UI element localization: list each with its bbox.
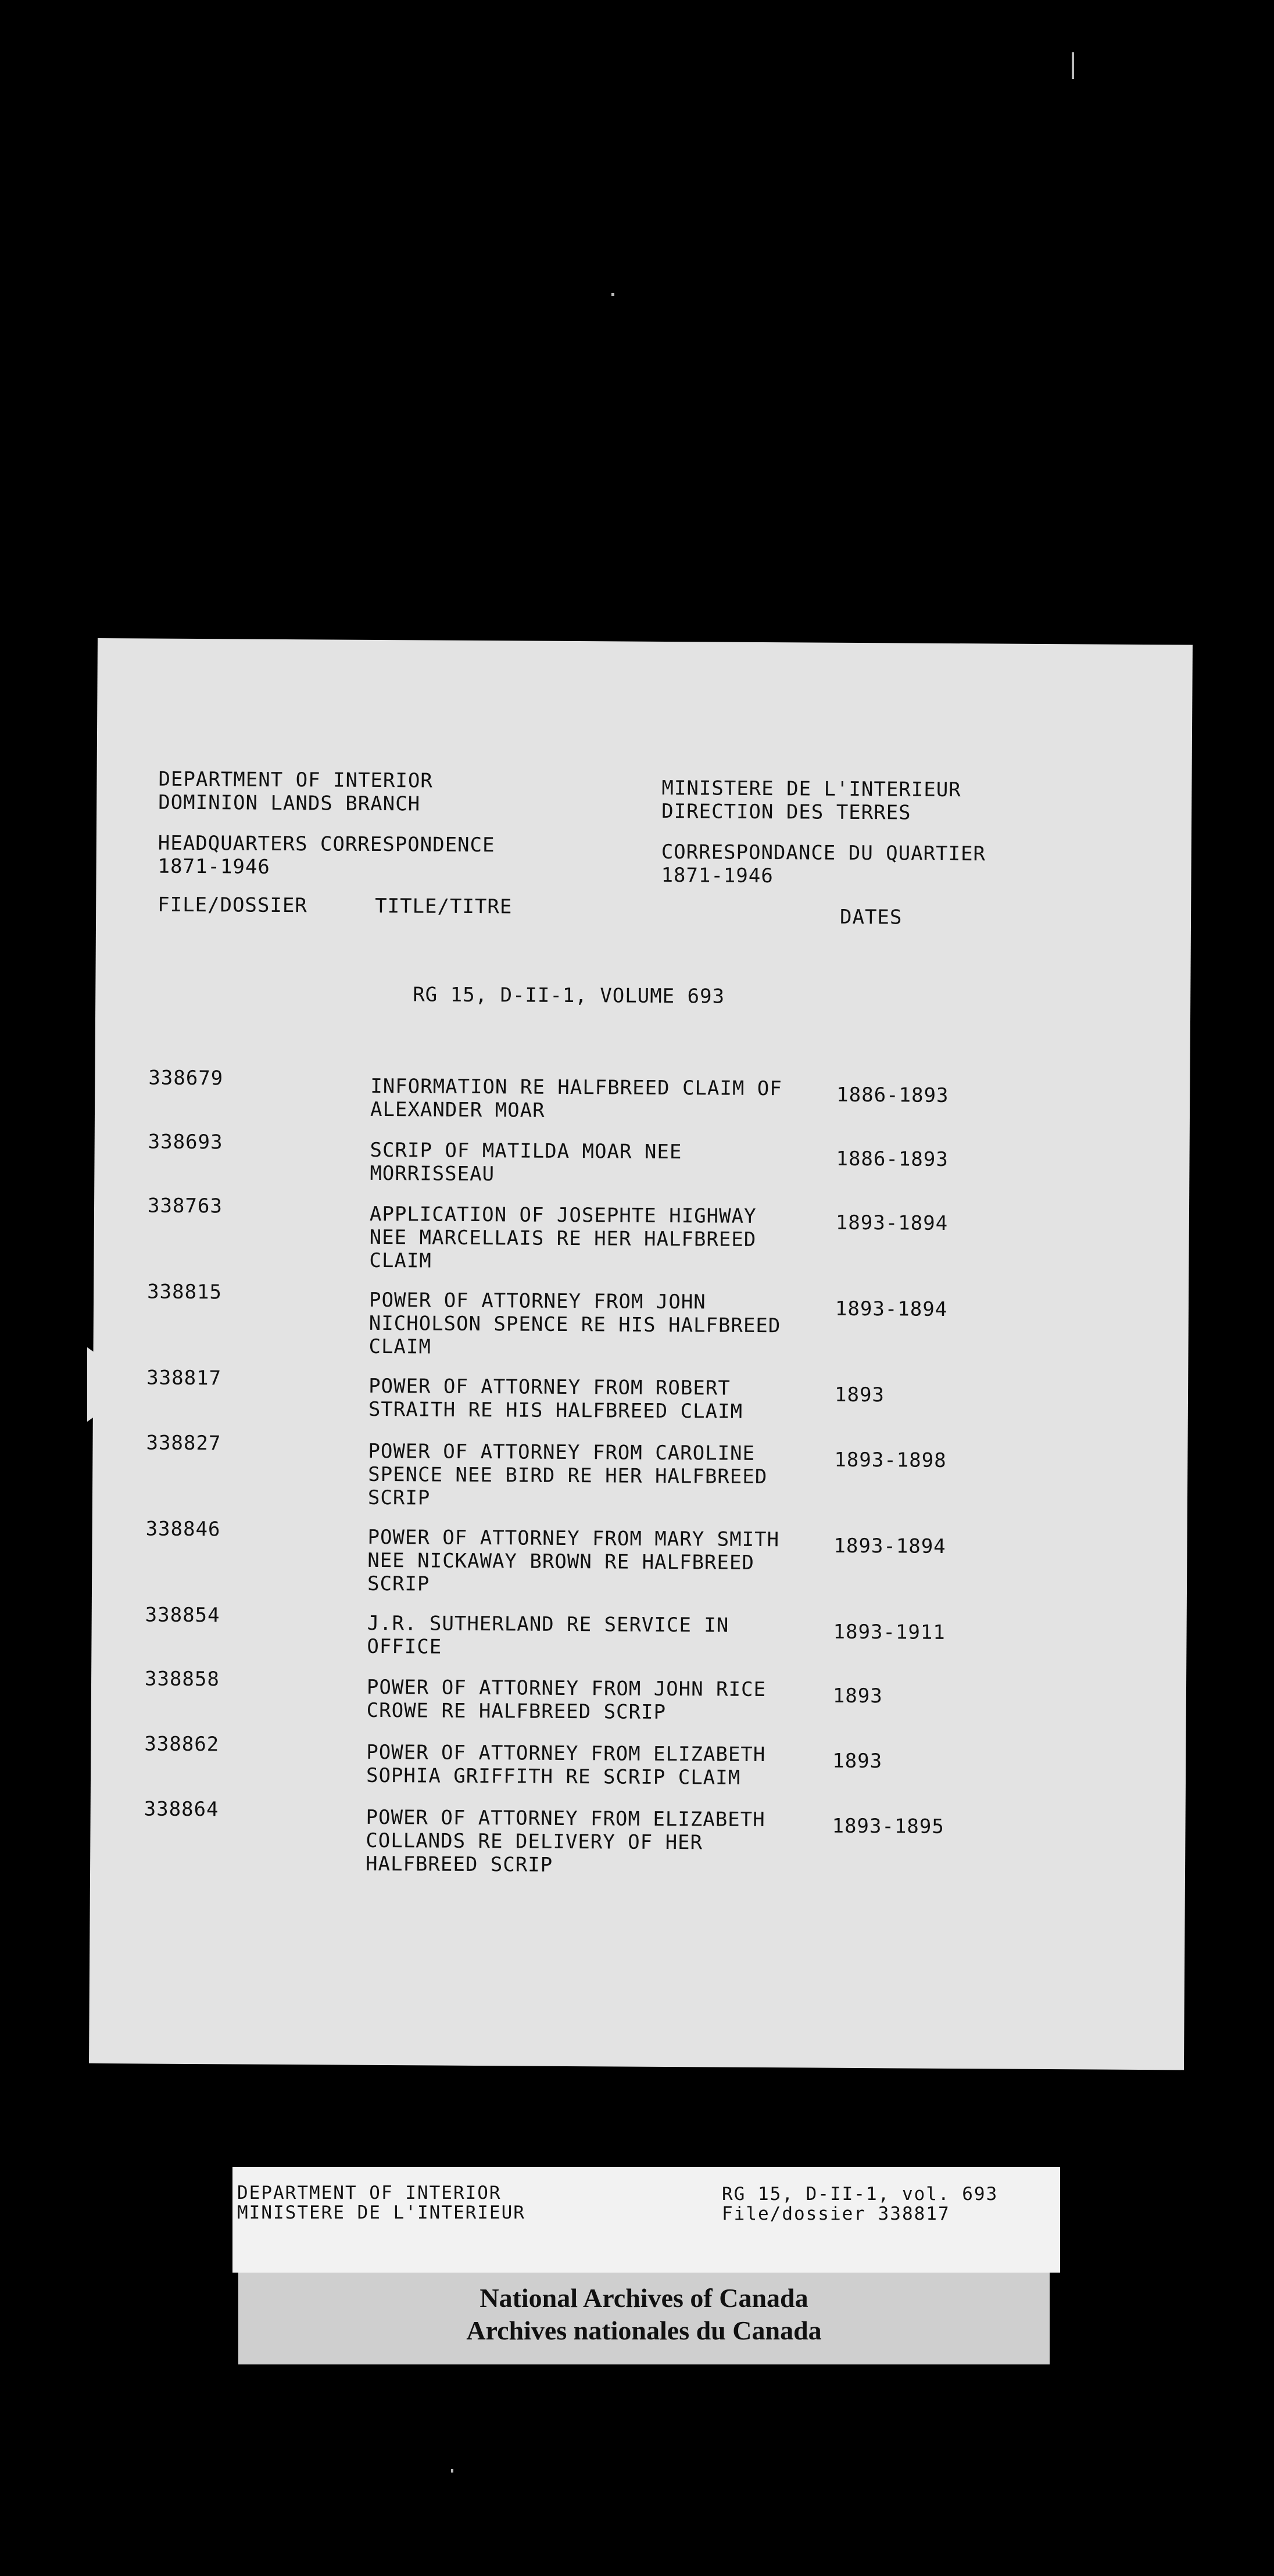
file-number: 338854	[145, 1603, 220, 1627]
column-header-title: TITLE/TITRE	[375, 894, 513, 919]
file-number: 338817	[146, 1366, 222, 1390]
list-item	[93, 1366, 1188, 1423]
list-item	[94, 1194, 1189, 1273]
file-number: 338815	[147, 1280, 223, 1304]
series-heading-en: HEADQUARTERS CORRESPONDENCE 1871-1946	[158, 831, 495, 879]
pointer-tab	[87, 1347, 139, 1422]
file-title: INFORMATION RE HALFBREED CLAIM OF ALEXANDER MOAR	[370, 1074, 782, 1122]
list-item	[95, 1066, 1190, 1122]
file-number: 338864	[144, 1797, 219, 1822]
label-department: DEPARTMENT OF INTERIOR MINISTERE DE L'INTERIEUR	[237, 2183, 525, 2223]
list-item	[93, 1431, 1188, 1510]
file-dates: 1893-1911	[833, 1620, 946, 1644]
archives-name-en: National Archives of Canada	[479, 2283, 808, 2313]
document-sheet	[89, 638, 1193, 2070]
file-dates: 1893-1898	[834, 1448, 947, 1472]
file-title: SCRIP OF MATILDA MOAR NEE MORRISSEAU	[370, 1138, 682, 1186]
scan-artifact	[611, 293, 614, 296]
file-number: 338679	[148, 1066, 224, 1090]
file-dates: 1893	[832, 1749, 883, 1773]
archives-name-fr: Archives nationales du Canada	[466, 2316, 822, 2345]
department-heading-en: DEPARTMENT OF INTERIOR DOMINION LANDS BRANCH	[158, 767, 433, 816]
file-title: POWER OF ATTORNEY FROM JOHN RICE CROWE RE HALFBREED SCRIP	[366, 1675, 767, 1725]
file-title: POWER OF ATTORNEY FROM ELIZABETH SOPHIA GRIFFITH RE SCRIP CLAIM	[366, 1740, 766, 1790]
column-header-dates: DATES	[839, 905, 903, 929]
file-dates: 1893-1894	[835, 1211, 949, 1235]
scan-artifact	[1072, 52, 1074, 79]
file-number: 338846	[145, 1517, 221, 1541]
file-number: 338862	[144, 1732, 220, 1756]
file-title: POWER OF ATTORNEY FROM MARY SMITH NEE NICKAWAY BROWN RE HALFBREED SCRIP	[367, 1525, 780, 1596]
list-item	[91, 1797, 1186, 1877]
label-reference: RG 15, D-II-1, vol. 693 File/dossier 338817	[722, 2184, 999, 2224]
series-heading-fr: CORRESPONDANCE DU QUARTIER 1871-1946	[661, 840, 986, 888]
file-title: J.R. SUTHERLAND RE SERVICE IN OFFICE	[367, 1611, 729, 1659]
department-heading-fr: MINISTERE DE L'INTERIEUR DIRECTION DES TERRES	[661, 776, 961, 825]
file-number: 338763	[147, 1194, 223, 1218]
file-title: APPLICATION OF JOSEPHTE HIGHWAY NEE MARCELLAIS RE HER HALFBREED CLAIM	[369, 1202, 757, 1273]
file-title: POWER OF ATTORNEY FROM ROBERT STRAITH RE HIS HALFBREED CLAIM	[368, 1374, 743, 1423]
list-item	[92, 1517, 1187, 1596]
archives-stamp	[238, 2273, 1050, 2364]
list-item	[92, 1603, 1187, 1659]
file-title: POWER OF ATTORNEY FROM ELIZABETH COLLANDS RE DELIVERY OF HER HALFBREED SCRIP	[366, 1805, 765, 1877]
list-item	[91, 1667, 1186, 1725]
scan-artifact	[451, 2469, 453, 2473]
file-dates: 1893-1894	[835, 1297, 948, 1321]
archives-name	[238, 2282, 1050, 2347]
file-dates: 1893-1894	[833, 1534, 946, 1558]
list-item	[94, 1280, 1189, 1359]
file-dates: 1886-1893	[836, 1083, 949, 1107]
column-header-file: FILE/DOSSIER	[158, 893, 307, 918]
list-item	[95, 1130, 1190, 1186]
list-item	[91, 1732, 1186, 1790]
file-dates: 1886-1893	[836, 1147, 949, 1171]
file-number: 338858	[144, 1667, 220, 1691]
file-title: POWER OF ATTORNEY FROM CAROLINE SPENCE NEE BIRD RE HER HALFBREED SCRIP	[367, 1439, 768, 1510]
file-dates: 1893	[834, 1383, 885, 1407]
microfilm-label	[232, 2167, 1060, 2273]
file-number: 338827	[146, 1431, 221, 1455]
file-title: POWER OF ATTORNEY FROM JOHN NICHOLSON SPENCE RE HIS HALFBREED CLAIM	[368, 1288, 781, 1359]
file-number: 338693	[148, 1130, 223, 1154]
file-dates: 1893-1895	[832, 1814, 944, 1838]
file-dates: 1893	[832, 1684, 883, 1708]
volume-reference: RG 15, D-II-1, VOLUME 693	[413, 983, 725, 1008]
